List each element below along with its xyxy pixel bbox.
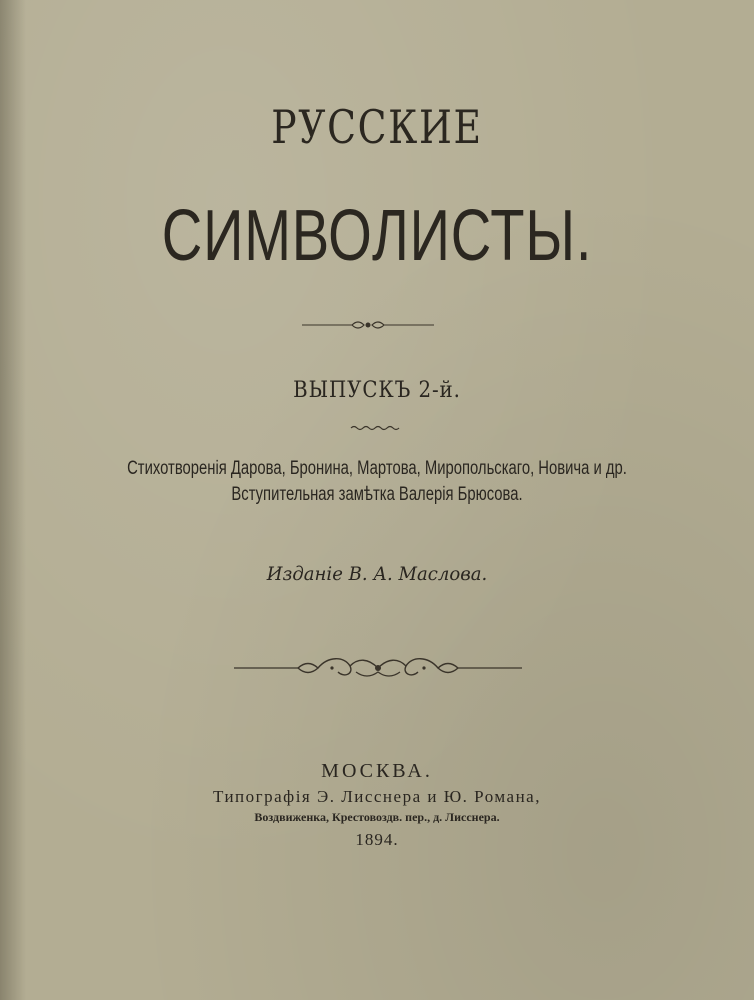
city-name: МОСКВА. [321, 760, 433, 782]
printer-line: Типографія Э. Лисснера и Ю. Романа, [213, 787, 541, 806]
wavy-rule [350, 424, 402, 432]
title-line-1: РУССКИЕ [271, 100, 483, 154]
title-line-2: СИМВОЛИСТЫ. [161, 196, 593, 276]
large-ornament-rule [232, 654, 524, 682]
edition-line: Изданіе В. А. Маслова. [266, 563, 488, 585]
small-ornament-rule [300, 317, 436, 333]
introduction-line: Вступительная замѣтка Валерія Брюсова. [231, 484, 523, 505]
printer-address: Воздвиженка, Крестовоздв. пер., д. Лисснера. [254, 810, 500, 824]
authors-line: Стихотворенія Дарова, Бронина, Мартова, Миропольскаго, Новича и др. [127, 458, 627, 479]
issue-number: ВЫПУСКЪ 2-й. [293, 378, 461, 403]
publication-year: 1894. [355, 830, 399, 849]
page-edge-shadow [0, 0, 26, 1000]
